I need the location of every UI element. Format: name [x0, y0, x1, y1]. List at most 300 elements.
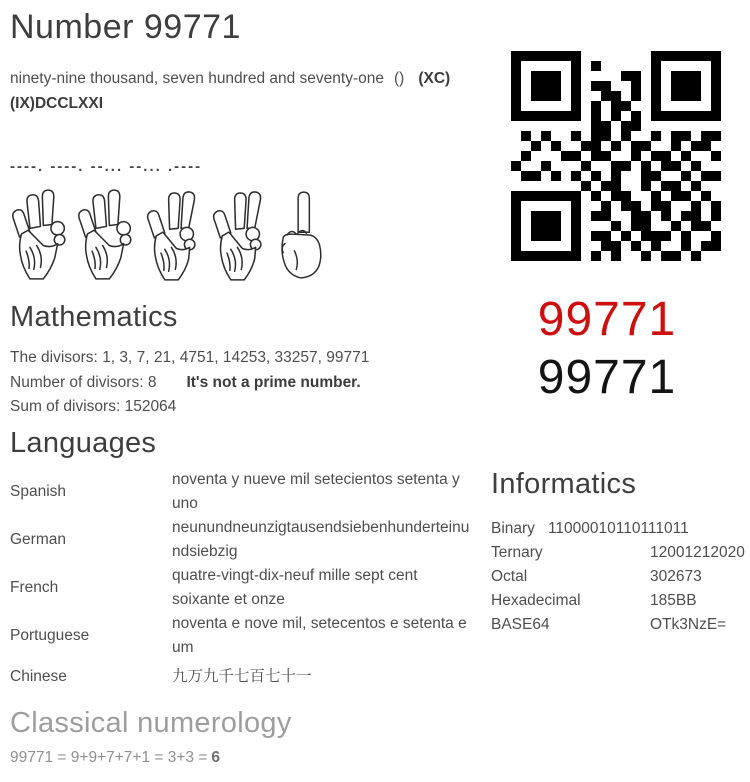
qr-module: [561, 141, 571, 151]
qr-module: [521, 141, 531, 151]
qr-module: [521, 61, 531, 71]
language-value: quatre-vingt-dix-neuf mille sept cent soixante et onze: [172, 567, 418, 608]
qr-module: [651, 111, 661, 121]
qr-module: [561, 171, 571, 181]
qr-module: [621, 251, 631, 261]
qr-module: [651, 91, 661, 101]
informatics-label: Octal: [491, 568, 528, 585]
hand-sign-7-icon: [206, 188, 269, 282]
qr-module: [711, 91, 721, 101]
language-value: neunundneunzigtausendsiebenhunderteinundsiebzig: [172, 519, 470, 560]
qr-module: [631, 201, 641, 211]
qr-module: [571, 201, 581, 211]
qr-module: [671, 231, 681, 241]
qr-module: [591, 141, 601, 151]
qr-module: [681, 81, 691, 91]
qr-module: [511, 251, 521, 261]
qr-module: [531, 201, 541, 211]
qr-module: [531, 181, 541, 191]
qr-module: [661, 161, 671, 171]
qr-module: [591, 71, 601, 81]
qr-module: [531, 61, 541, 71]
qr-module: [621, 171, 631, 181]
qr-module: [511, 121, 521, 131]
qr-module: [691, 131, 701, 141]
qr-module: [651, 211, 661, 221]
qr-module: [661, 181, 671, 191]
qr-module: [661, 201, 671, 211]
qr-module: [671, 91, 681, 101]
qr-module: [671, 81, 681, 91]
qr-module: [581, 61, 591, 71]
qr-module: [521, 211, 531, 221]
qr-module: [631, 91, 641, 101]
qr-module: [531, 241, 541, 251]
qr-module: [551, 181, 561, 191]
qr-module: [591, 121, 601, 131]
number-words-text: ninety-nine thousand, seven hundred and seventy-one: [10, 70, 384, 87]
language-value: 九万九千七百七十一: [172, 668, 312, 685]
qr-module: [691, 221, 701, 231]
qr-module: [541, 121, 551, 131]
qr-module: [531, 191, 541, 201]
hand-sign-1-icon: [272, 188, 328, 282]
qr-module: [691, 121, 701, 131]
qr-module: [631, 131, 641, 141]
qr-module: [551, 61, 561, 71]
qr-module: [691, 171, 701, 181]
qr-module: [621, 131, 631, 141]
qr-module: [591, 191, 601, 201]
qr-module: [511, 171, 521, 181]
qr-module: [661, 251, 671, 261]
language-label: French: [10, 579, 59, 596]
qr-module: [661, 71, 671, 81]
qr-module: [651, 241, 661, 251]
qr-module: [681, 131, 691, 141]
informatics-row-octal: [491, 565, 743, 589]
qr-module: [521, 131, 531, 141]
qr-module: [591, 101, 601, 111]
qr-module: [571, 181, 581, 191]
qr-module: [691, 201, 701, 211]
qr-module: [621, 221, 631, 231]
qr-module: [681, 101, 691, 111]
qr-module: [651, 51, 661, 61]
qr-module: [631, 231, 641, 241]
qr-module: [531, 91, 541, 101]
qr-module: [551, 131, 561, 141]
qr-module: [551, 151, 561, 161]
qr-module: [611, 211, 621, 221]
qr-module: [691, 51, 701, 61]
qr-module: [631, 61, 641, 71]
numerology-formula: 99771 = 9+9+7+7+1 = 3+3 = 6: [10, 749, 221, 766]
qr-module: [611, 111, 621, 121]
qr-module: [531, 161, 541, 171]
qr-module: [611, 241, 621, 251]
qr-module: [671, 51, 681, 61]
qr-module: [541, 101, 551, 111]
qr-module: [711, 211, 721, 221]
qr-module: [651, 81, 661, 91]
language-row-spanish: [10, 468, 476, 516]
qr-module: [711, 81, 721, 91]
qr-module: [641, 191, 651, 201]
qr-module: [671, 61, 681, 71]
qr-module: [641, 91, 651, 101]
qr-module: [571, 121, 581, 131]
qr-module: [651, 61, 661, 71]
qr-module: [671, 141, 681, 151]
qr-module: [661, 81, 671, 91]
qr-module: [631, 171, 641, 181]
qr-module: [581, 121, 591, 131]
qr-module: [661, 151, 671, 161]
qr-module: [631, 211, 641, 221]
qr-module: [571, 151, 581, 161]
qr-module: [591, 91, 601, 101]
qr-module: [701, 161, 711, 171]
qr-module: [631, 151, 641, 161]
qr-module: [551, 121, 561, 131]
qr-module: [531, 81, 541, 91]
qr-module: [671, 151, 681, 161]
qr-module: [551, 211, 561, 221]
qr-module: [651, 221, 661, 231]
qr-module: [711, 131, 721, 141]
language-row-german: [10, 516, 476, 564]
qr-module: [711, 121, 721, 131]
qr-module: [631, 141, 641, 151]
qr-module: [581, 231, 591, 241]
qr-module: [551, 171, 561, 181]
qr-module: [671, 111, 681, 121]
qr-module: [581, 101, 591, 111]
number-in-words: [10, 66, 490, 116]
qr-code: [511, 51, 721, 261]
qr-module: [531, 121, 541, 131]
qr-module: [681, 121, 691, 131]
qr-module: [521, 101, 531, 111]
qr-module: [511, 81, 521, 91]
morse-code: ----. ----. --... --... .----: [10, 158, 203, 175]
qr-module: [601, 111, 611, 121]
qr-module: [641, 111, 651, 121]
qr-module: [601, 241, 611, 251]
qr-module: [551, 191, 561, 201]
qr-module: [581, 251, 591, 261]
qr-module: [691, 241, 701, 251]
qr-module: [561, 91, 571, 101]
qr-module: [521, 81, 531, 91]
qr-module: [681, 161, 691, 171]
qr-module: [521, 251, 531, 261]
qr-module: [711, 161, 721, 171]
qr-module: [601, 71, 611, 81]
qr-module: [591, 241, 601, 251]
qr-module: [521, 201, 531, 211]
qr-module: [611, 231, 621, 241]
qr-module: [661, 91, 671, 101]
qr-module: [631, 51, 641, 61]
qr-module: [611, 201, 621, 211]
qr-module: [651, 141, 661, 151]
qr-module: [701, 81, 711, 91]
finger-counting-signs: [8, 188, 328, 282]
qr-module: [651, 191, 661, 201]
qr-module: [581, 241, 591, 251]
language-value: noventa e nove mil, setecentos e setenta e um: [172, 615, 467, 656]
qr-module: [691, 251, 701, 261]
qr-module: [561, 151, 571, 161]
qr-module: [571, 241, 581, 251]
qr-module: [701, 91, 711, 101]
qr-module: [601, 51, 611, 61]
qr-module: [581, 51, 591, 61]
qr-module: [671, 71, 681, 81]
qr-module: [571, 141, 581, 151]
language-label: Portuguese: [10, 627, 90, 644]
qr-module: [551, 221, 561, 231]
mathematics-facts: [10, 346, 480, 420]
qr-module: [581, 201, 591, 211]
qr-module: [541, 201, 551, 211]
qr-module: [641, 61, 651, 71]
qr-module: [661, 131, 671, 141]
qr-module: [641, 231, 651, 241]
qr-module: [711, 151, 721, 161]
qr-module: [641, 131, 651, 141]
qr-module: [691, 111, 701, 121]
qr-module: [541, 141, 551, 151]
qr-module: [571, 71, 581, 81]
qr-module: [681, 231, 691, 241]
qr-module: [611, 81, 621, 91]
qr-module: [521, 51, 531, 61]
qr-module: [611, 131, 621, 141]
qr-module: [571, 101, 581, 111]
qr-module: [551, 71, 561, 81]
qr-module: [571, 171, 581, 181]
qr-module: [681, 61, 691, 71]
hand-sign-9-icon: [74, 188, 137, 282]
qr-module: [531, 211, 541, 221]
qr-module: [561, 191, 571, 201]
qr-module: [631, 221, 641, 231]
informatics-value: 12001212020: [650, 544, 745, 561]
qr-module: [531, 71, 541, 81]
qr-module: [591, 51, 601, 61]
qr-module: [511, 141, 521, 151]
qr-module: [571, 251, 581, 261]
qr-module: [641, 211, 651, 221]
qr-module: [671, 191, 681, 201]
qr-module: [631, 181, 641, 191]
qr-module: [551, 101, 561, 111]
qr-module: [681, 211, 691, 221]
qr-module: [611, 121, 621, 131]
qr-module: [681, 91, 691, 101]
qr-module: [541, 241, 551, 251]
qr-module: [651, 71, 661, 81]
qr-module: [661, 121, 671, 131]
divisors-value: 1, 3, 7, 21, 4751, 14253, 33257, 99771: [102, 349, 370, 366]
qr-module: [551, 251, 561, 261]
qr-module: [591, 251, 601, 261]
qr-module: [571, 161, 581, 171]
qr-module: [541, 161, 551, 171]
qr-module: [711, 241, 721, 251]
qr-module: [541, 51, 551, 61]
qr-module: [681, 141, 691, 151]
qr-module: [511, 211, 521, 221]
qr-module: [641, 251, 651, 261]
qr-module: [601, 161, 611, 171]
qr-module: [621, 121, 631, 131]
qr-module: [631, 121, 641, 131]
qr-module: [561, 101, 571, 111]
qr-module: [621, 71, 631, 81]
qr-module: [511, 61, 521, 71]
qr-module: [581, 91, 591, 101]
qr-module: [631, 71, 641, 81]
qr-module: [621, 161, 631, 171]
qr-module: [701, 221, 711, 231]
qr-module: [701, 111, 711, 121]
qr-module: [511, 111, 521, 121]
qr-module: [621, 81, 631, 91]
qr-module: [571, 91, 581, 101]
qr-module: [541, 211, 551, 221]
qr-module: [711, 191, 721, 201]
qr-module: [541, 111, 551, 121]
qr-module: [681, 241, 691, 251]
qr-module: [691, 161, 701, 171]
qr-module: [681, 51, 691, 61]
qr-module: [561, 81, 571, 91]
mathematics-heading: Mathematics: [10, 301, 178, 333]
qr-module: [691, 141, 701, 151]
qr-module: [641, 241, 651, 251]
number-red: 99771: [537, 293, 677, 346]
qr-module: [601, 101, 611, 111]
qr-module: [701, 241, 711, 251]
qr-module: [701, 51, 711, 61]
language-label: Chinese: [10, 668, 67, 685]
qr-module: [581, 71, 591, 81]
qr-module: [591, 81, 601, 91]
divisors-line: The divisors: 1, 3, 7, 21, 4751, 14253, 33257, 99771: [10, 349, 370, 366]
qr-module: [651, 201, 661, 211]
hand-sign-7-icon: [140, 188, 203, 282]
qr-module: [701, 171, 711, 181]
qr-module: [611, 51, 621, 61]
qr-module: [641, 71, 651, 81]
informatics-row-base64: [491, 613, 743, 637]
qr-module: [591, 151, 601, 161]
qr-module: [561, 161, 571, 171]
qr-module: [611, 221, 621, 231]
qr-module: [701, 141, 711, 151]
qr-module: [621, 231, 631, 241]
qr-module: [661, 101, 671, 111]
qr-module: [551, 51, 561, 61]
qr-module: [701, 211, 711, 221]
qr-module: [661, 171, 671, 181]
qr-module: [681, 201, 691, 211]
qr-module: [691, 101, 701, 111]
qr-module: [531, 101, 541, 111]
informatics-label: BASE64: [491, 616, 550, 633]
qr-module: [581, 131, 591, 141]
qr-module: [681, 171, 691, 181]
qr-module: [571, 211, 581, 221]
informatics-heading: Informatics: [491, 468, 637, 500]
qr-module: [681, 71, 691, 81]
qr-module: [701, 131, 711, 141]
empty-parentheses: (): [394, 70, 405, 87]
qr-module: [691, 81, 701, 91]
numerology-heading: Classical numerology: [10, 707, 292, 739]
qr-module: [551, 201, 561, 211]
qr-module: [651, 231, 661, 241]
qr-module: [651, 101, 661, 111]
qr-module: [531, 111, 541, 121]
qr-module: [691, 71, 701, 81]
qr-module: [581, 161, 591, 171]
qr-module: [591, 231, 601, 241]
qr-module: [621, 61, 631, 71]
qr-module: [561, 61, 571, 71]
qr-module: [621, 91, 631, 101]
qr-module: [591, 131, 601, 141]
qr-module: [701, 71, 711, 81]
qr-module: [671, 101, 681, 111]
qr-module: [701, 191, 711, 201]
informatics-row-ternary: [491, 541, 743, 565]
qr-module: [581, 141, 591, 151]
qr-module: [651, 251, 661, 261]
qr-module: [521, 241, 531, 251]
qr-module: [551, 81, 561, 91]
qr-module: [521, 171, 531, 181]
qr-module: [601, 201, 611, 211]
qr-module: [571, 51, 581, 61]
qr-module: [571, 61, 581, 71]
qr-module: [551, 141, 561, 151]
qr-module: [541, 191, 551, 201]
qr-module: [701, 101, 711, 111]
qr-module: [691, 61, 701, 71]
qr-module: [541, 131, 551, 141]
qr-module: [701, 251, 711, 261]
qr-module: [601, 141, 611, 151]
roman-numeral-part1: (XC): [418, 70, 451, 87]
qr-module: [581, 191, 591, 201]
qr-module: [691, 181, 701, 191]
qr-module: [561, 51, 571, 61]
qr-module: [621, 111, 631, 121]
qr-module: [581, 211, 591, 221]
qr-module: [541, 171, 551, 181]
qr-module: [601, 121, 611, 131]
qr-module: [561, 71, 571, 81]
qr-module: [641, 221, 651, 231]
qr-module: [611, 181, 621, 191]
qr-module: [671, 181, 681, 191]
qr-module: [631, 251, 641, 261]
